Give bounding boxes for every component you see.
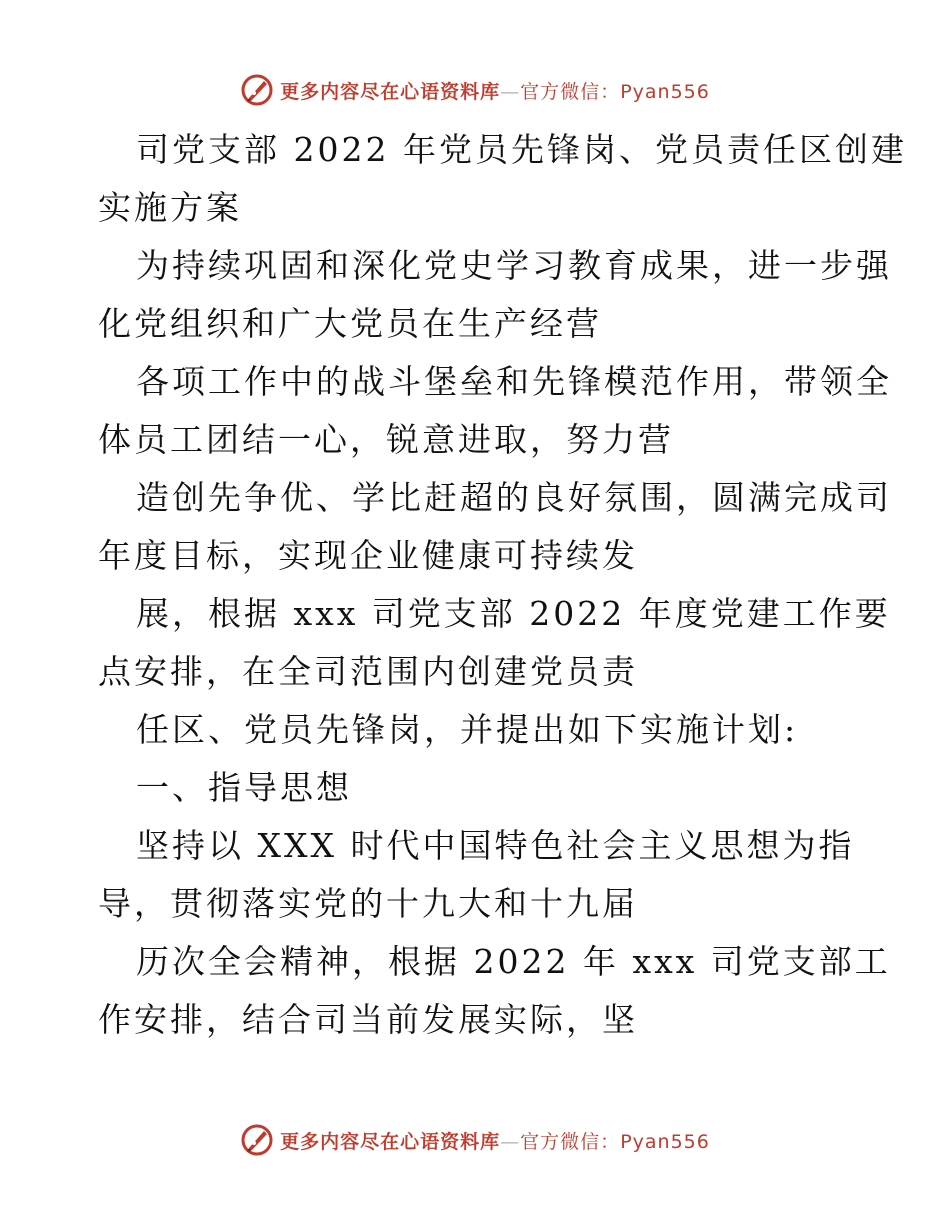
- document-line: 体员工团结一心，锐意进取，努力营: [98, 420, 674, 459]
- watermark-site-text: 更多内容尽在心语资料库: [280, 80, 501, 103]
- watermark-text: [280, 77, 710, 104]
- document-line: 各项工作中的战斗堡垒和先锋模范作用，带领全: [136, 362, 892, 401]
- watermark-contact-label: 官方微信：: [520, 1130, 621, 1153]
- document-line: 历次全会精神，根据 2022 年 xxx 司党支部工: [136, 942, 891, 981]
- watermark-contact-id: Pyan556: [620, 80, 710, 103]
- watermark-contact-label: 官方微信：: [520, 80, 621, 103]
- quill-pen-seal-icon: [240, 1123, 274, 1157]
- document-line: 导，贯彻落实党的十九大和十九届: [98, 884, 638, 923]
- watermark-banner-bottom: [0, 1120, 950, 1160]
- watermark-separator: —: [500, 1130, 521, 1153]
- document-line: 为持续巩固和深化党史学习教育成果，进一步强: [136, 246, 892, 285]
- watermark-text: [280, 1127, 710, 1154]
- watermark-separator: —: [500, 80, 521, 103]
- watermark-site-text: 更多内容尽在心语资料库: [280, 1130, 501, 1153]
- document-line: 年度目标，实现企业健康可持续发: [98, 536, 638, 575]
- document-line: 化党组织和广大党员在生产经营: [98, 304, 602, 343]
- watermark-banner-top: [0, 70, 950, 110]
- document-line: 展，根据 xxx 司党支部 2022 年度党建工作要: [136, 594, 891, 633]
- document-body: [98, 121, 907, 1049]
- document-line: 实施方案: [98, 188, 242, 227]
- document-line: 作安排，结合司当前发展实际，坚: [98, 1000, 638, 1039]
- document-line: 造创先争优、学比赶超的良好氛围，圆满完成司: [136, 478, 892, 517]
- document-line: 司党支部 2022 年党员先锋岗、党员责任区创建: [136, 130, 907, 169]
- section-heading: 一、指导思想: [136, 768, 352, 807]
- document-line: 坚持以 XXX 时代中国特色社会主义思想为指: [136, 826, 855, 865]
- watermark-contact-id: Pyan556: [620, 1130, 710, 1153]
- quill-pen-seal-icon: [240, 73, 274, 107]
- document-line: 任区、党员先锋岗，并提出如下实施计划:: [136, 710, 799, 749]
- document-line: 点安排，在全司范围内创建党员责: [98, 652, 638, 691]
